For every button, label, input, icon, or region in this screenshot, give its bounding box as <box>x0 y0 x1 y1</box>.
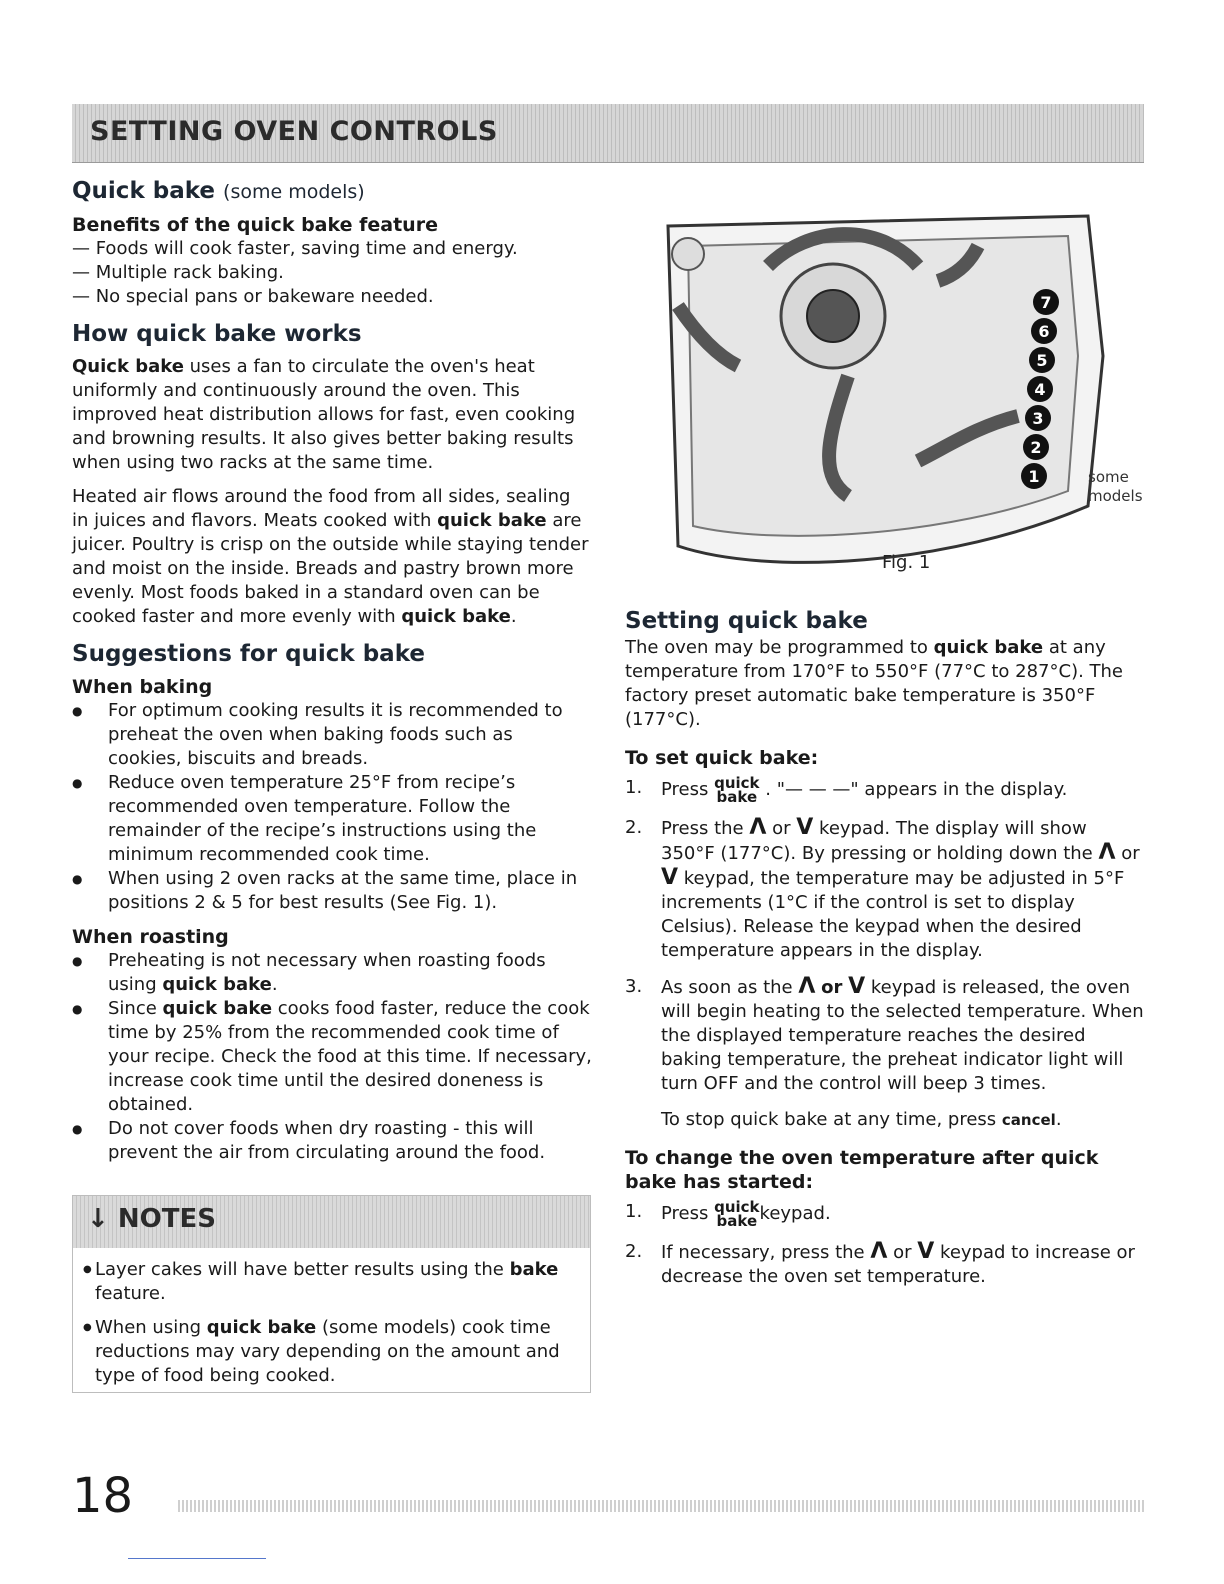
down-arrow-icon: V <box>796 815 814 840</box>
list-item: ● When using 2 oven racks at the same time, place in positions 2 & 5 for best results (See Fig. 1). <box>72 867 592 915</box>
rack-number: 4 <box>1034 380 1046 399</box>
list-item: — No special pans or bakeware needed. <box>72 286 434 307</box>
down-arrow-icon: V <box>848 974 866 999</box>
oven-light-icon <box>672 238 704 270</box>
note-item <box>83 1258 578 1306</box>
notes-title <box>87 1204 216 1234</box>
text: or <box>893 1242 912 1263</box>
step-number: 1. <box>625 777 643 798</box>
text: keypad is released, the oven will begin heating to the selected temperature. When the displayed temperature reaches the desired baking temperature, the preheat indicator light will turn OFF and the control will beep 3 times. <box>661 977 1144 1094</box>
text: Preheating is not necessary when roasting foods using <box>108 950 546 995</box>
list-item: ● For optimum cooking results it is recommended to preheat the oven when baking foods such as cookies, biscuits and breads. <box>72 699 592 771</box>
step-number: 3. <box>625 976 643 997</box>
step-number: 2. <box>625 817 643 838</box>
oven-figure <box>648 206 1148 576</box>
set-steps <box>625 776 1145 1096</box>
keyword: quick bake <box>933 637 1044 658</box>
heading-sub: (some models) <box>223 181 365 203</box>
how-paragraph-2 <box>72 485 592 629</box>
text: When using <box>95 1317 207 1338</box>
keyword: bake <box>509 1259 559 1280</box>
stop-instruction <box>625 1108 1145 1132</box>
step <box>625 1240 1145 1289</box>
cancel-key: cancel <box>1001 1111 1056 1129</box>
text: Press <box>661 1203 715 1224</box>
list-item <box>72 997 592 1117</box>
rack-number: 7 <box>1040 293 1052 312</box>
text: As soon as the <box>661 977 799 998</box>
up-arrow-icon: Λ <box>749 815 767 840</box>
rack-number: 2 <box>1030 438 1042 457</box>
fan-icon <box>807 290 859 342</box>
list-item: — Multiple rack baking. <box>72 262 284 283</box>
text: keypad to increase or decrease the oven set temperature. <box>661 1242 1135 1287</box>
change-heading: To change the oven temperature after quick bake has started: <box>625 1147 1099 1193</box>
list-item: ● Reduce oven temperature 25°F from recipe’s recommended oven temperature. Follow the remainder of the recipe’s instructions using the minimum recommended cook time. <box>72 771 592 867</box>
text: or <box>1121 843 1140 864</box>
list-item <box>72 949 592 997</box>
setting-intro <box>625 636 1145 732</box>
step-number: 1. <box>625 1201 643 1222</box>
page-number: 18 <box>72 1468 134 1524</box>
text: or <box>772 818 791 839</box>
text: at any temperature from 170°F to 550°F (77°C to 287°C). The factory preset automatic bake temperature is 350°F (177°C). <box>625 637 1124 730</box>
text: Press the <box>661 818 750 839</box>
notes-header <box>73 1196 590 1248</box>
key-top: quick <box>714 1198 760 1216</box>
baking-list <box>72 699 592 915</box>
section-banner <box>72 104 1144 163</box>
suggestions-heading: Suggestions for quick bake <box>72 641 425 667</box>
to-set-heading: To set quick bake: <box>625 747 819 769</box>
heading-text: Quick bake <box>72 178 216 204</box>
text: To stop quick bake at any time, press <box>661 1109 1002 1130</box>
oven-inner <box>688 236 1078 536</box>
text: Heated air flows around the food from all sides, sealing in juices and flavors. Meats cooked with <box>72 486 571 531</box>
rack-number: 1 <box>1028 467 1040 486</box>
benefits-list <box>72 237 592 309</box>
text: If necessary, press the <box>661 1242 871 1263</box>
note-item <box>83 1316 578 1388</box>
quick-bake-key <box>714 776 759 804</box>
text: are juicer. Poultry is crisp on the outside while staying tender and moist on the inside. Breads and pastry brown more evenly. Most foods baked in a standard oven can be cooked faster and more evenly with <box>72 510 589 627</box>
rack-number: 3 <box>1032 409 1044 428</box>
keyword: Quick bake <box>72 356 184 377</box>
text: (some models) cook time reductions may vary depending on the amount and type of food being cooked. <box>95 1317 560 1386</box>
text: keypad, the temperature may be adjusted in 5°F increments (1°C if the control is set to display Celsius). Release the keypad when the desired temperature appears in the display. <box>661 868 1125 961</box>
text: feature. <box>95 1283 166 1304</box>
text: . <box>271 974 278 995</box>
list-item: ● Do not cover foods when dry roasting - this will prevent the air from circulating around the food. <box>72 1117 592 1165</box>
step-number: 2. <box>625 1241 643 1262</box>
step <box>625 1200 1145 1228</box>
change-steps <box>625 1200 1145 1289</box>
left-column <box>72 176 592 1165</box>
text: or <box>821 977 843 998</box>
footer-rule <box>128 1558 266 1559</box>
text: keypad. <box>759 1203 831 1224</box>
quick-bake-heading <box>72 176 592 207</box>
keyword: quick bake <box>162 998 273 1019</box>
text: . <box>1055 1109 1062 1130</box>
rack-number: 5 <box>1036 351 1048 370</box>
step <box>625 776 1145 804</box>
keyword: quick bake <box>437 510 547 531</box>
how-paragraph-1 <box>72 355 592 475</box>
notes-list <box>83 1258 578 1398</box>
baking-heading: When baking <box>72 676 213 698</box>
rack-number: 6 <box>1038 322 1050 341</box>
text: Press <box>661 779 715 800</box>
page-title: SETTING OVEN CONTROLS <box>90 116 498 147</box>
notes-title-text: NOTES <box>117 1204 216 1234</box>
text: The oven may be programmed to <box>625 637 934 658</box>
right-column <box>625 606 1145 1301</box>
side-note-line-2: models <box>1088 487 1143 505</box>
text: . "— — —" appears in the display. <box>759 779 1068 800</box>
how-heading: How quick bake works <box>72 321 362 347</box>
footer-bar <box>178 1500 1144 1512</box>
text: . <box>510 606 517 627</box>
step <box>625 975 1145 1096</box>
figure-caption: Fig. 1 <box>882 552 931 573</box>
benefits-heading: Benefits of the quick bake feature <box>72 214 438 236</box>
text: uses a fan to circulate the oven's heat uniformly and continuously around the oven. This improved heat distribution allows for fast, even cooking and browning results. It also gives better baking results when using two racks at the same time. <box>72 356 576 473</box>
side-note-line-1: some <box>1088 468 1129 486</box>
list-item: — Foods will cook faster, saving time and energy. <box>72 238 518 259</box>
keyword: quick bake <box>206 1317 317 1338</box>
pin-icon: ↓ <box>87 1204 109 1234</box>
down-arrow-icon: V <box>661 865 679 890</box>
text: Since <box>108 998 163 1019</box>
text: cooks food faster, reduce the cook time by 25% from the recommended cook time of your recipe. Check the food at this time. If necessary, increase cook time until the desired doneness is obtained. <box>108 998 592 1115</box>
down-arrow-icon: V <box>917 1239 935 1264</box>
roasting-list <box>72 949 592 1165</box>
roasting-heading: When roasting <box>72 926 229 948</box>
up-arrow-icon: Λ <box>870 1239 888 1264</box>
text: keypad. The display will show 350°F (177°C). By pressing or holding down the <box>661 818 1099 864</box>
keyword: quick bake <box>162 974 272 995</box>
quick-bake-key <box>714 1200 759 1228</box>
text: Layer cakes will have better results using the <box>95 1259 510 1280</box>
setting-heading: Setting quick bake <box>625 608 868 634</box>
notes-box <box>72 1195 591 1393</box>
keyword: quick bake <box>401 606 511 627</box>
up-arrow-icon: Λ <box>798 974 816 999</box>
key-bottom: bake <box>716 788 758 806</box>
up-arrow-icon: Λ <box>1098 840 1116 865</box>
step <box>625 816 1145 963</box>
key-bottom: bake <box>716 1212 758 1230</box>
key-top: quick <box>714 774 760 792</box>
